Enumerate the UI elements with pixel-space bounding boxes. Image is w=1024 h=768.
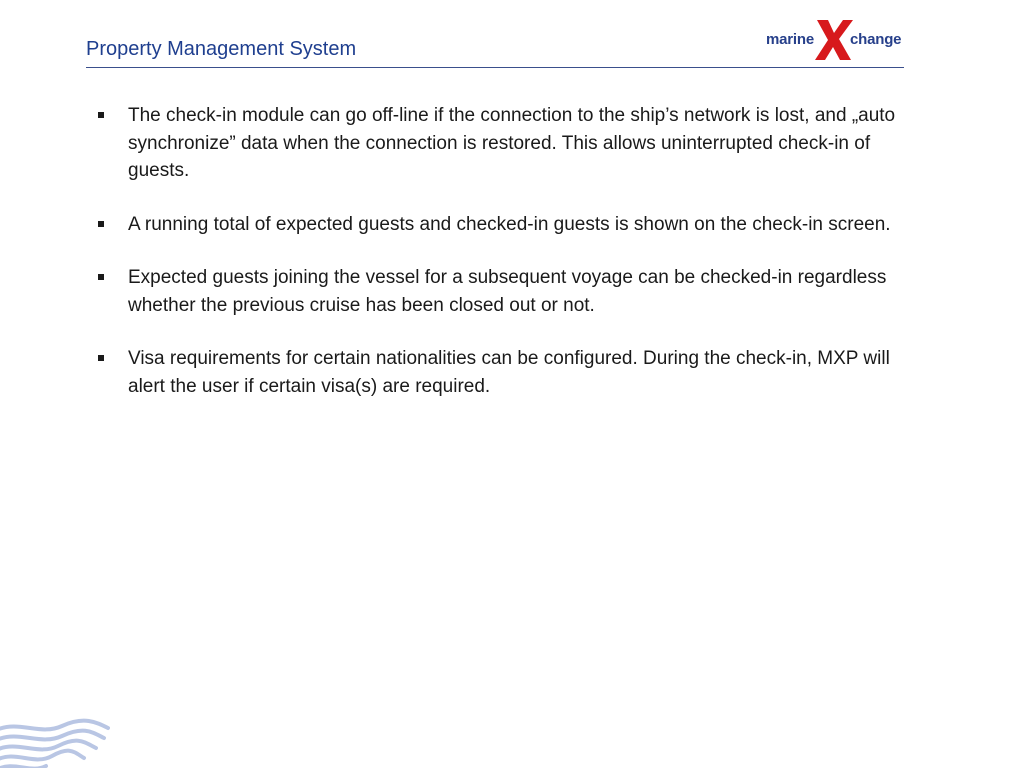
- bullet-item: [96, 211, 896, 239]
- square-bullet-icon: [98, 112, 104, 118]
- bullet-item: [96, 102, 896, 185]
- wave-lines-icon: [0, 718, 110, 768]
- logo-word-change: change: [850, 31, 902, 48]
- bullet-text: A running total of expected guests and checked-in guests is shown on the check-in screen.: [128, 213, 891, 235]
- square-bullet-icon: [98, 355, 104, 361]
- bullet-list: [96, 102, 896, 426]
- square-bullet-icon: [98, 221, 104, 227]
- bullet-item: [96, 345, 896, 400]
- bullet-text: Visa requirements for certain nationalities can be configured. During the check-in, MXP will alert the user if certain visa(s) are required.: [128, 348, 890, 397]
- logo-x-mark: [813, 18, 855, 62]
- square-bullet-icon: [98, 274, 104, 280]
- bullet-item: [96, 264, 896, 319]
- slide-title: Property Management System: [86, 38, 357, 60]
- bullet-text: Expected guests joining the vessel for a subsequent voyage can be checked-in regardless whether the previous cruise has been closed out or not.: [128, 267, 887, 316]
- logo-word-marine: marine: [766, 31, 814, 48]
- title-divider: [86, 67, 904, 68]
- bullet-text: The check-in module can go off-line if the connection to the ship’s network is lost, and „auto synchronize” data when the connection is restored. This allows uninterrupted check-in of guests.: [128, 105, 896, 181]
- marinexchange-logo: [760, 18, 910, 66]
